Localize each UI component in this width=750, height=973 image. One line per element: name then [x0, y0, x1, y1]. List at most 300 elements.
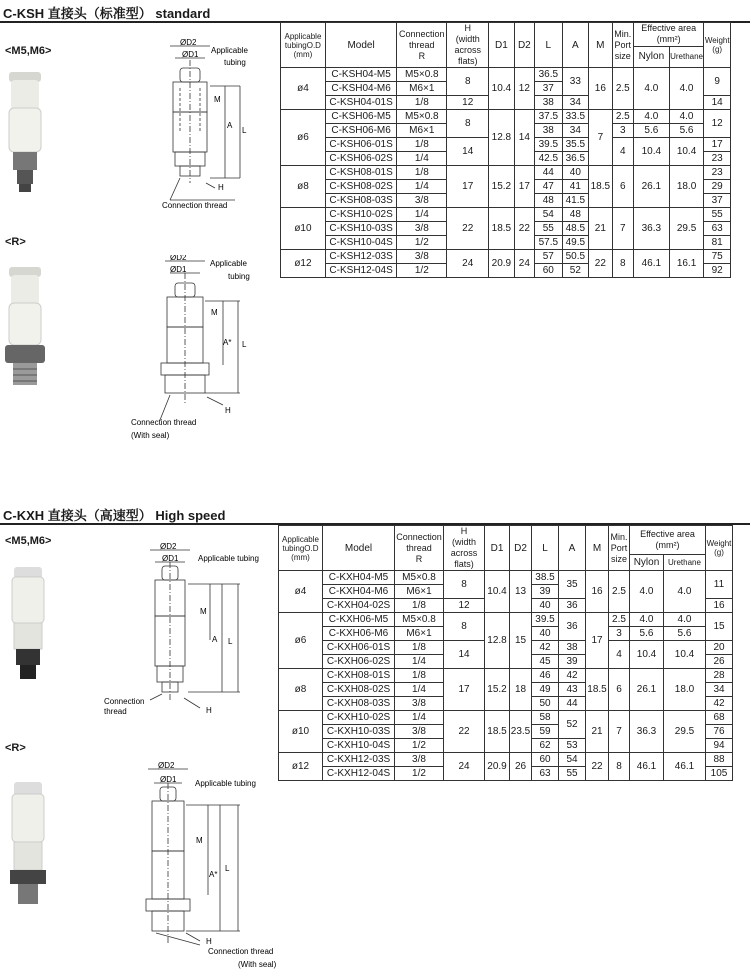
table-cell: 37.5 — [535, 110, 563, 124]
table-cell: M5×0.8 — [395, 571, 444, 585]
label-text: Port — [610, 542, 628, 553]
hdr-port — [609, 526, 630, 571]
dim-m: M — [214, 95, 221, 104]
table-cell: C-KSH10-04S — [325, 236, 396, 250]
label-text: across — [450, 548, 478, 558]
table-cell: 8 — [447, 110, 489, 138]
table-cell: ø6 — [279, 613, 323, 669]
hdr-area — [630, 526, 706, 555]
table-cell: C-KXH04-M6 — [323, 585, 395, 599]
table-cell: 52 — [559, 711, 586, 739]
table-cell: 22 — [586, 753, 609, 781]
dim-h: H — [206, 706, 212, 715]
table-cell: ø8 — [279, 669, 323, 711]
dim-a: A — [212, 635, 218, 644]
table-cell: 17 — [704, 138, 731, 152]
table-cell: 1/8 — [397, 138, 447, 152]
table-cell: 4.0 — [630, 571, 664, 613]
table-cell: 50 — [532, 697, 559, 711]
hdr-d2: D2 — [510, 526, 532, 571]
product-photo-ksh-m5 — [5, 70, 45, 195]
table-cell: 1/2 — [397, 236, 447, 250]
table-cell: 94 — [706, 739, 733, 753]
table-cell: 5.6 — [669, 124, 704, 138]
dim-connection-thread: Connection thread — [131, 418, 197, 427]
table-cell: C-KXH06-02S — [323, 655, 395, 669]
label-text: (mm) — [293, 49, 313, 59]
table-cell: 43 — [559, 683, 586, 697]
table-cell: M5×0.8 — [397, 110, 447, 124]
table-cell: 52 — [562, 264, 589, 278]
table-cell: 17 — [514, 166, 534, 208]
hdr-h — [447, 23, 489, 68]
table-cell: 50.5 — [562, 250, 589, 264]
table-cell: C-KXH10-02S — [323, 711, 395, 725]
table-cell: 2.5 — [609, 613, 630, 627]
table-cell: 4 — [609, 641, 630, 669]
table-cell: 26.1 — [630, 669, 664, 711]
dim-od1: ØD1 — [170, 265, 187, 274]
table-cell: 10.4 — [634, 138, 670, 166]
label-text: H — [460, 526, 468, 536]
table-cell: 12.8 — [489, 110, 515, 166]
table-cell: 26.1 — [634, 166, 670, 208]
table-cell: 17 — [444, 669, 485, 711]
hdr-d1: D1 — [489, 23, 515, 68]
hdr-h — [444, 526, 485, 571]
table-cell: 40 — [562, 166, 589, 180]
table-cell: 60 — [535, 264, 563, 278]
spec-table-kxh — [278, 525, 733, 781]
table-cell: 42 — [559, 669, 586, 683]
table-cell: C-KXH08-01S — [323, 669, 395, 683]
table-cell: 7 — [612, 208, 633, 250]
table-cell: 75 — [704, 250, 731, 264]
table-cell: 3/8 — [397, 222, 447, 236]
product-photo-ksh-r — [3, 265, 47, 390]
table-cell: 6 — [609, 669, 630, 711]
dim-a: A* — [223, 338, 232, 347]
table-cell: ø12 — [281, 250, 326, 278]
label-text: (g) — [714, 548, 724, 557]
table-cell: 3 — [612, 124, 633, 138]
table-cell: 60 — [532, 753, 559, 767]
dim-tube: Applicable tubing — [198, 554, 259, 563]
table-cell: 34 — [562, 124, 589, 138]
label-text: Port — [614, 39, 632, 50]
table-cell: 35.5 — [562, 138, 589, 152]
table-cell: 33.5 — [562, 110, 589, 124]
table-cell: 18.5 — [589, 166, 612, 208]
table-cell: 4.0 — [664, 571, 706, 613]
table-cell: 36 — [559, 613, 586, 641]
hdr-thread — [397, 23, 447, 68]
table-cell: C-KSH06-02S — [325, 152, 396, 166]
table-cell: C-KXH06-01S — [323, 641, 395, 655]
table-cell: 1/4 — [395, 711, 444, 725]
table-cell: 38.5 — [532, 571, 559, 585]
table-cell: C-KSH04-M5 — [325, 68, 396, 82]
table-cell: M6×1 — [397, 82, 447, 96]
table-cell: 1/8 — [395, 599, 444, 613]
table-cell: 36.5 — [562, 152, 589, 166]
table-cell: 16 — [586, 571, 609, 613]
table-cell: 41.5 — [562, 194, 589, 208]
table-cell: 1/4 — [397, 180, 447, 194]
table-cell: 92 — [704, 264, 731, 278]
table-cell: 21 — [586, 711, 609, 753]
label-text: R — [415, 553, 423, 564]
table-cell: C-KSH10-03S — [325, 222, 396, 236]
table-cell: 20.9 — [485, 753, 510, 781]
table-cell: 55 — [535, 222, 563, 236]
table-cell: 26 — [706, 655, 733, 669]
table-cell: M6×1 — [397, 124, 447, 138]
dim-a: A* — [209, 870, 218, 879]
table-cell: 105 — [706, 767, 733, 781]
hdr-d2: D2 — [514, 23, 534, 68]
table-cell: 46.1 — [630, 753, 664, 781]
drawing-kxh-r — [120, 755, 295, 970]
table-cell: 5.6 — [664, 627, 706, 641]
table-cell: 18.0 — [664, 669, 706, 711]
label-text: Min. — [614, 28, 632, 39]
table-cell: 15.2 — [489, 166, 515, 208]
label-text: Applicable — [284, 31, 322, 41]
dim-l: L — [225, 864, 230, 873]
table-cell: 12 — [447, 96, 489, 110]
hdr-l: L — [532, 526, 559, 571]
table-cell: 18.0 — [669, 166, 704, 208]
table-cell: 44 — [559, 697, 586, 711]
table-cell: 63 — [532, 767, 559, 781]
label-text: Applicable — [282, 534, 319, 544]
table-cell: 1/8 — [395, 641, 444, 655]
table-cell: 38 — [535, 96, 563, 110]
table-cell: ø12 — [279, 753, 323, 781]
table-cell: 7 — [589, 110, 612, 166]
hdr-d1: D1 — [485, 526, 510, 571]
table-cell: 1/4 — [395, 655, 444, 669]
table-cell: 34 — [562, 96, 589, 110]
dim-h: H — [225, 406, 231, 415]
label-text: (mm²) — [655, 539, 680, 550]
label-text: Weight — [704, 36, 730, 45]
variant-label-m5m6: <M5,M6> — [5, 535, 52, 547]
table-cell: 1/4 — [397, 152, 447, 166]
table-cell: 3/8 — [395, 753, 444, 767]
table-cell: 54 — [535, 208, 563, 222]
table-cell: 17 — [586, 613, 609, 669]
table-cell: 42.5 — [535, 152, 563, 166]
dim-a: A — [227, 121, 233, 130]
hdr-weight — [706, 526, 733, 571]
label-text: size — [614, 50, 631, 61]
hdr-l: L — [535, 23, 563, 68]
table-cell: 35 — [559, 571, 586, 599]
table-cell: C-KSH08-02S — [325, 180, 396, 194]
table-cell: 46 — [532, 669, 559, 683]
table-cell: 24 — [444, 753, 485, 781]
table-cell: 45 — [532, 655, 559, 669]
table-cell: C-KXH08-03S — [323, 697, 395, 711]
table-cell: ø4 — [281, 68, 326, 110]
table-cell: 36 — [559, 599, 586, 613]
table-cell: M5×0.8 — [397, 68, 447, 82]
table-cell: 38 — [559, 641, 586, 655]
dim-od2: ØD2 — [158, 761, 175, 770]
table-cell: C-KSH12-04S — [325, 264, 396, 278]
hdr-model: Model — [323, 526, 395, 571]
table-cell: 55 — [704, 208, 731, 222]
table-cell: 1/8 — [395, 669, 444, 683]
table-cell: ø6 — [281, 110, 326, 166]
table-cell: 57.5 — [535, 236, 563, 250]
table-cell: C-KSH06-M6 — [325, 124, 396, 138]
table-cell: 46.1 — [664, 753, 706, 781]
table-cell: 22 — [444, 711, 485, 753]
dim-od2: ØD2 — [180, 38, 197, 47]
table-cell: C-KSH08-03S — [325, 194, 396, 208]
table-cell: 38 — [535, 124, 563, 138]
table-cell: C-KXH04-M5 — [323, 571, 395, 585]
table-cell: 81 — [704, 236, 731, 250]
table-cell: 34 — [706, 683, 733, 697]
table-cell: 58 — [532, 711, 559, 725]
table-cell: 7 — [609, 711, 630, 753]
table-cell: 4.0 — [669, 110, 704, 124]
label-text: Weight — [706, 539, 732, 548]
table-cell: 8 — [612, 250, 633, 278]
table-cell: 49.5 — [562, 236, 589, 250]
table-cell: 44 — [535, 166, 563, 180]
hdr-thread — [395, 526, 444, 571]
dim-h: H — [218, 183, 224, 192]
table-cell: C-KSH08-01S — [325, 166, 396, 180]
hdr-nylon: Nylon — [630, 554, 664, 570]
table-cell: 4.0 — [634, 68, 670, 110]
table-cell: 33 — [562, 68, 589, 96]
table-cell: 76 — [706, 725, 733, 739]
table-cell: 1/8 — [397, 166, 447, 180]
table-cell: 12 — [704, 110, 731, 138]
dim-od2: ØD2 — [160, 542, 177, 551]
label-text: Min. — [610, 531, 628, 542]
table-cell: 37 — [535, 82, 563, 96]
table-cell: 22 — [447, 208, 489, 250]
table-cell: C-KXH12-03S — [323, 753, 395, 767]
table-cell: 8 — [444, 571, 485, 599]
table-cell: 14 — [704, 96, 731, 110]
table-cell: 36.3 — [630, 711, 664, 753]
drawing-kxh-m5 — [100, 540, 275, 720]
table-cell: 10.4 — [669, 138, 704, 166]
table-cell: 39 — [559, 655, 586, 669]
table-cell: 4 — [612, 138, 633, 166]
table-cell: 18.5 — [489, 208, 515, 250]
hdr-urethane: Urethane — [669, 46, 704, 67]
table-cell: 29.5 — [664, 711, 706, 753]
label-text: (mm) — [291, 552, 310, 562]
table-cell: C-KSH04-01S — [325, 96, 396, 110]
table-cell: 18 — [510, 669, 532, 711]
dim-l: L — [242, 126, 247, 135]
table-cell: 2.5 — [609, 571, 630, 613]
label-text: across — [454, 45, 481, 55]
table-cell: 18.5 — [586, 669, 609, 711]
table-cell: 62 — [532, 739, 559, 753]
table-cell: 3 — [609, 627, 630, 641]
table-cell: 54 — [559, 753, 586, 767]
dim-connection-thread: Connection thread — [208, 947, 274, 956]
dim-tube: Applicable tubing — [195, 779, 256, 788]
table-cell: 1/2 — [395, 739, 444, 753]
label-text: tubingO.D — [282, 543, 319, 553]
label-text: thread — [406, 542, 432, 553]
label-text: Connection — [399, 28, 445, 39]
table-cell: 4.0 — [669, 68, 704, 110]
table-cell: 15.2 — [485, 669, 510, 711]
table-cell: M6×1 — [395, 585, 444, 599]
dim-od2: ØD2 — [170, 255, 187, 262]
hdr-tubing — [281, 23, 326, 68]
table-cell: 11 — [706, 571, 733, 599]
dim-ct2: thread — [104, 707, 127, 716]
section-title-kxh: C-KXH 直接头（高速型） High speed — [3, 508, 226, 523]
table-cell: 5.6 — [630, 627, 664, 641]
dim-od1: ØD1 — [162, 554, 179, 563]
table-cell: 3/8 — [395, 725, 444, 739]
table-cell: C-KSH12-03S — [325, 250, 396, 264]
table-cell: 46.1 — [634, 250, 670, 278]
table-cell: 1/4 — [397, 208, 447, 222]
table-cell: 63 — [704, 222, 731, 236]
label-text: tubingO.D — [284, 40, 321, 50]
table-cell: 13 — [510, 571, 532, 613]
variant-label-m5m6: <M5,M6> — [5, 45, 52, 57]
table-cell: 9 — [704, 68, 731, 96]
label-text: (mm²) — [656, 34, 681, 45]
table-cell: 42 — [706, 697, 733, 711]
table-cell: 24 — [514, 250, 534, 278]
hdr-m: M — [589, 23, 612, 68]
table-cell: C-KXH06-M5 — [323, 613, 395, 627]
table-cell: ø8 — [281, 166, 326, 208]
dim-m: M — [200, 607, 207, 616]
table-cell: 16.1 — [669, 250, 704, 278]
label-text: Effective area — [640, 528, 695, 539]
table-cell: 10.4 — [485, 571, 510, 613]
table-cell: 14 — [447, 138, 489, 166]
dim-with-seal: (With seal) — [131, 431, 170, 440]
label-text: H — [464, 23, 471, 33]
drawing-ksh-r — [125, 255, 270, 445]
table-cell: 4.0 — [630, 613, 664, 627]
table-cell: 8 — [609, 753, 630, 781]
table-cell: 55 — [559, 767, 586, 781]
table-cell: 68 — [706, 711, 733, 725]
table-cell: M6×1 — [395, 627, 444, 641]
table-cell: C-KSH06-01S — [325, 138, 396, 152]
hdr-nylon: Nylon — [634, 46, 670, 67]
table-cell: 88 — [706, 753, 733, 767]
table-cell: C-KSH10-02S — [325, 208, 396, 222]
label-text: flats) — [457, 56, 478, 66]
label-text: size — [610, 553, 627, 564]
table-cell: 4.0 — [634, 110, 670, 124]
table-cell: C-KXH10-04S — [323, 739, 395, 753]
table-cell: C-KXH04-02S — [323, 599, 395, 613]
table-cell: 39.5 — [532, 613, 559, 627]
table-cell: 24 — [447, 250, 489, 278]
table-cell: 1/2 — [397, 264, 447, 278]
table-cell: 47 — [535, 180, 563, 194]
table-cell: C-KXH10-03S — [323, 725, 395, 739]
table-cell: 59 — [532, 725, 559, 739]
label-text: flats) — [454, 559, 474, 569]
label-text: thread — [409, 39, 435, 50]
table-cell: 42 — [532, 641, 559, 655]
table-cell: 29.5 — [669, 208, 704, 250]
dim-tube2: tubing — [224, 58, 246, 67]
table-cell: 2.5 — [612, 68, 633, 110]
table-cell: 1/8 — [397, 96, 447, 110]
table-cell: 21 — [589, 208, 612, 250]
table-cell: 15 — [706, 613, 733, 641]
table-cell: 16 — [589, 68, 612, 110]
table-cell: 10.4 — [630, 641, 664, 669]
table-cell: 26 — [510, 753, 532, 781]
table-cell: 39 — [532, 585, 559, 599]
dim-connection-thread: Connection thread — [162, 201, 228, 210]
hdr-a: A — [562, 23, 589, 68]
table-cell: 14 — [514, 110, 534, 166]
table-cell: 2.5 — [612, 110, 633, 124]
table-cell: 23 — [704, 166, 731, 180]
dim-h: H — [206, 937, 212, 946]
dim-tube2: tubing — [228, 272, 250, 281]
table-cell: 28 — [706, 669, 733, 683]
table-cell: 20.9 — [489, 250, 515, 278]
hdr-area — [634, 23, 704, 47]
table-cell: 1/2 — [395, 767, 444, 781]
dim-od1: ØD1 — [160, 775, 177, 784]
table-cell: 48 — [535, 194, 563, 208]
label-text: (width — [455, 34, 480, 44]
label-text: (width — [451, 537, 476, 547]
table-cell: 16 — [706, 599, 733, 613]
dim-m: M — [196, 836, 203, 845]
hdr-port — [612, 23, 633, 68]
table-cell: 23 — [704, 152, 731, 166]
table-cell: 40 — [532, 627, 559, 641]
drawing-ksh-m5 — [140, 38, 270, 213]
table-cell: 41 — [562, 180, 589, 194]
table-cell: 48.5 — [562, 222, 589, 236]
table-cell: ø4 — [279, 571, 323, 613]
product-photo-kxh-r — [8, 780, 48, 910]
table-cell: 1/4 — [395, 683, 444, 697]
table-cell: C-KSH06-M5 — [325, 110, 396, 124]
table-cell: 20 — [706, 641, 733, 655]
table-cell: C-KXH06-M6 — [323, 627, 395, 641]
table-cell: 10.4 — [489, 68, 515, 110]
hdr-model: Model — [325, 23, 396, 68]
hdr-weight — [704, 23, 731, 68]
product-photo-kxh-m5 — [8, 565, 48, 685]
table-cell: ø10 — [279, 711, 323, 753]
label-text: Connection — [396, 531, 442, 542]
